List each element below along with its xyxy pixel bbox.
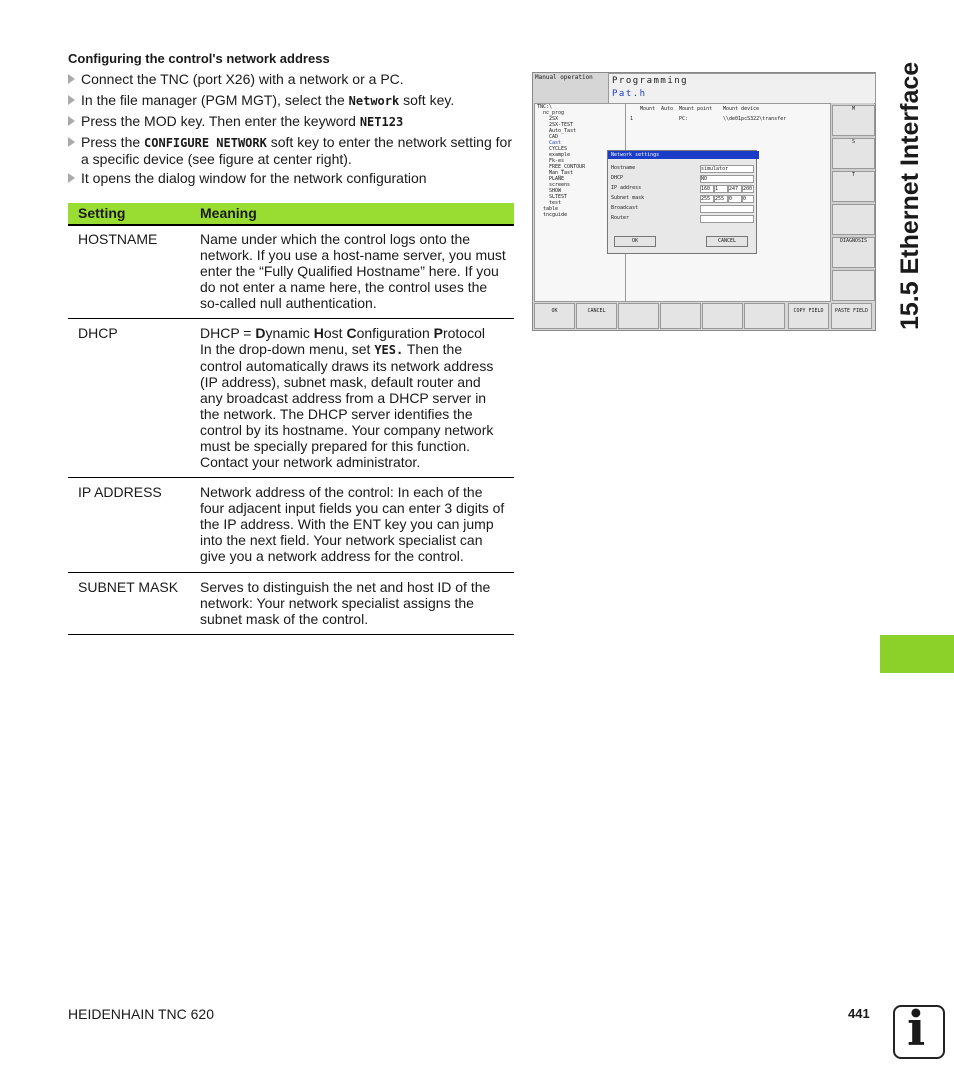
ip-field[interactable]: 160 — [700, 185, 714, 193]
program-header: Programming Pat.h — [608, 73, 876, 104]
setting-hostname: HOSTNAME — [78, 231, 158, 247]
ok-softkey[interactable]: OK — [534, 303, 575, 329]
cancel-softkey[interactable]: CANCEL — [576, 303, 617, 329]
softkey-bar — [533, 302, 875, 330]
bullet-arrow-icon — [68, 173, 75, 183]
tree-item[interactable]: screens — [549, 182, 571, 188]
copy-field-softkey[interactable]: COPY FIELD — [788, 303, 829, 329]
tree-item[interactable]: TNC:\ — [537, 104, 553, 110]
network-settings-dialog: Network settings Hostname DHCP IP address Subnet mask Broadcast Router simulator NO 160 1 247 200 255 255 0 0 OK CANCEL — [607, 150, 757, 254]
tree-item[interactable]: 2SX — [549, 116, 559, 122]
row-divider — [68, 634, 514, 635]
row-divider — [68, 572, 514, 573]
mode-label: Manual operation — [535, 74, 593, 81]
blank-softkey[interactable] — [744, 303, 785, 329]
tree-item[interactable]: nc_prog — [543, 110, 565, 116]
bullet-arrow-icon — [68, 116, 75, 126]
tnc-screenshot — [532, 72, 876, 331]
ip-field[interactable]: 200 — [743, 186, 753, 192]
s-key[interactable]: S — [832, 138, 875, 169]
m-key[interactable]: M — [832, 105, 875, 136]
blank-key[interactable] — [832, 204, 875, 235]
router-field[interactable] — [700, 215, 754, 223]
section-heading: Configuring the control's network address — [68, 51, 330, 66]
header-setting: Setting — [78, 205, 126, 221]
keyword: NET123 — [359, 115, 404, 129]
broadcast-field[interactable] — [700, 205, 754, 213]
tree-item[interactable]: CYCLES — [549, 146, 568, 152]
setting-dhcp: DHCP — [78, 325, 118, 341]
tree-item[interactable]: tncguide — [543, 212, 568, 218]
tree-item[interactable]: Cast — [549, 140, 562, 146]
meaning-dhcp: DHCP = Dynamic Host Configuration Protocol In the drop-down menu, set YES. Then the control automatically draws its network address (IP address), subnet mask, default router and any broadcast address from a DHCP server in the network. The DHCP server identifies the control by its hostname. Your company network must be specially prepared for this function. Contact your network administrator. — [200, 325, 494, 470]
mount-list: Mount Auto Mount point Mount device 1 PC: \\de01pcS322\transfer — [625, 103, 831, 302]
dialog-ok-button[interactable]: OK — [614, 236, 656, 247]
dialog-title: Network settings — [608, 151, 759, 159]
chapter-tab — [880, 635, 954, 673]
tree-item[interactable]: Fk-es — [549, 158, 565, 164]
softkey-name: Network — [348, 94, 400, 108]
t-key[interactable]: T — [832, 171, 875, 202]
tree-item[interactable]: SLTEST — [549, 194, 568, 200]
setting-ip: IP ADDRESS — [78, 484, 162, 500]
blank-softkey[interactable] — [618, 303, 659, 329]
step-5: It opens the dialog window for the network configuration — [68, 170, 513, 186]
step-2: In the file manager (PGM MGT), select the Network soft key. — [68, 92, 513, 109]
step-1: Connect the TNC (port X26) with a network or a PC. — [68, 71, 513, 87]
chapter-title: 15.5 Ethernet Interface — [896, 61, 924, 330]
tree-item[interactable]: Man_Tast — [549, 170, 574, 176]
blank-key[interactable] — [832, 270, 875, 301]
meaning-subnet: Serves to distinguish the net and host ID of the network: Your network specialist assigns the subnet mask of the control. — [200, 579, 491, 627]
info-icon: i — [893, 1005, 945, 1059]
meaning-ip: Network address of the control: In each of the four adjacent input fields you can enter 3 digits of the IP address. With the ENT key you can jump into the next field. Your network specialist can give you a network address for the control. — [200, 484, 505, 564]
bullet-arrow-icon — [68, 95, 75, 105]
mask-field[interactable]: 0 — [742, 195, 754, 203]
tree-item[interactable]: PLANE — [549, 176, 565, 182]
softkey-name: CONFIGURE NETWORK — [144, 136, 267, 150]
tree-item[interactable]: SHOW — [549, 188, 562, 194]
hostname-field[interactable]: simulator — [700, 165, 754, 173]
mask-field[interactable]: 255 — [700, 195, 714, 203]
footer-product: HEIDENHAIN TNC 620 — [68, 1006, 215, 1022]
mask-field[interactable]: 255 — [714, 195, 728, 203]
tree-item[interactable]: CAD — [549, 134, 559, 140]
diagnosis-key[interactable]: DIAGNOSIS — [832, 237, 875, 268]
step-4: Press the CONFIGURE NETWORK soft key to enter the network setting for a specific device (see figure at center right). — [68, 134, 513, 167]
tree-item[interactable]: table — [543, 206, 559, 212]
tree-item[interactable]: test — [549, 200, 562, 206]
blank-softkey[interactable] — [702, 303, 743, 329]
tree-item[interactable]: Auto_Tast — [549, 128, 577, 134]
meaning-hostname: Name under which the control logs onto the network. If you use a host-name server, you must enter the “Fully Qualified Hostname” here. If you do not enter a name here, the control uses the so-called null authentication. — [200, 231, 506, 311]
dhcp-select[interactable]: NO — [700, 175, 754, 183]
tree-item[interactable]: example — [549, 152, 571, 158]
tree-item[interactable]: 2SX-TEST — [549, 122, 574, 128]
row-divider — [68, 318, 514, 319]
right-softkeys — [831, 103, 874, 300]
ip-field[interactable]: 1 — [714, 185, 728, 193]
bullet-arrow-icon — [68, 137, 75, 147]
page-number: 441 — [848, 1006, 870, 1021]
step-3: Press the MOD key. Then enter the keyword NET123 — [68, 113, 513, 130]
row-divider — [68, 477, 514, 478]
tree-item[interactable]: FREE_CONTOUR — [549, 164, 586, 170]
mask-field[interactable]: 0 — [728, 195, 742, 203]
blank-softkey[interactable] — [660, 303, 701, 329]
dialog-cancel-button[interactable]: CANCEL — [706, 236, 748, 247]
header-meaning: Meaning — [200, 205, 257, 221]
ip-field[interactable]: 247 — [728, 185, 742, 193]
paste-field-softkey[interactable]: PASTE FIELD — [831, 303, 872, 329]
bullet-arrow-icon — [68, 74, 75, 84]
setting-subnet: SUBNET MASK — [78, 579, 179, 595]
table-header — [68, 203, 514, 226]
